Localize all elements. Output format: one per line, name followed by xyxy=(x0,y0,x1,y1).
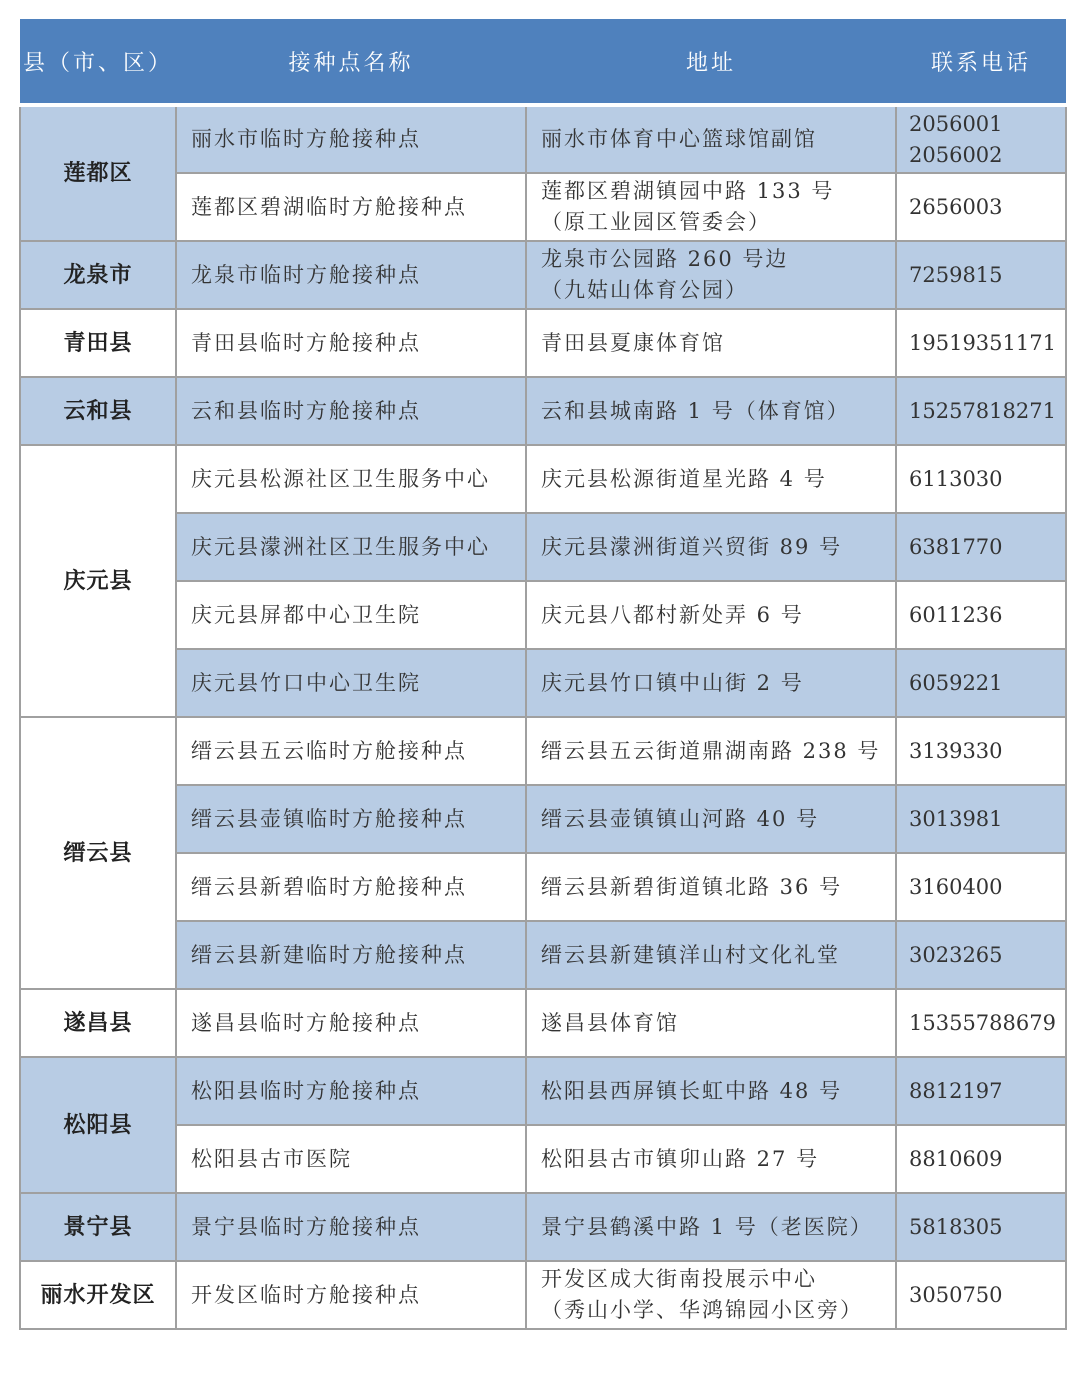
table-row xyxy=(20,513,1066,581)
phone-cell: 3050750 xyxy=(896,1261,1066,1329)
header-address: 地址 xyxy=(526,19,896,105)
phone-cell: 6113030 xyxy=(896,445,1066,513)
header-site-name: 接种点名称 xyxy=(176,19,526,105)
address-cell: 庆元县竹口镇中山街 2 号 xyxy=(526,649,896,717)
vaccination-sites-table xyxy=(19,19,1067,1330)
table-row xyxy=(20,785,1066,853)
county-cell: 景宁县 xyxy=(20,1193,176,1261)
site-name-cell: 青田县临时方舱接种点 xyxy=(176,309,526,377)
phone-cell: 2656003 xyxy=(896,173,1066,241)
phone-cell xyxy=(896,105,1066,173)
table-row xyxy=(20,173,1066,241)
table-row xyxy=(20,1125,1066,1193)
address-line: 丽水市体育中心篮球馆副馆 xyxy=(541,127,817,151)
county-cell: 缙云县 xyxy=(20,717,176,989)
address-cell xyxy=(526,1261,896,1329)
phone-cell: 3023265 xyxy=(896,921,1066,989)
address-line: （秀山小学、华鸿锦园小区旁） xyxy=(541,1298,863,1322)
table-row xyxy=(20,1193,1066,1261)
address-cell: 缙云县新碧街道镇北路 36 号 xyxy=(526,853,896,921)
phone-cell: 3013981 xyxy=(896,785,1066,853)
site-name-cell: 景宁县临时方舱接种点 xyxy=(176,1193,526,1261)
phone-cell: 15355788679 xyxy=(896,989,1066,1057)
address-line: 龙泉市公园路 260 号边 xyxy=(541,247,789,271)
phone-cell: 6381770 xyxy=(896,513,1066,581)
phone-cell: 19519351171 xyxy=(896,309,1066,377)
table-row xyxy=(20,309,1066,377)
table-row xyxy=(20,649,1066,717)
phone-cell: 6011236 xyxy=(896,581,1066,649)
county-cell: 青田县 xyxy=(20,309,176,377)
county-cell: 丽水开发区 xyxy=(20,1261,176,1329)
phone-cell: 5818305 xyxy=(896,1193,1066,1261)
site-name-cell: 莲都区碧湖临时方舱接种点 xyxy=(176,173,526,241)
county-cell: 松阳县 xyxy=(20,1057,176,1193)
table-row xyxy=(20,1261,1066,1329)
table-header-row xyxy=(20,19,1066,105)
table-row xyxy=(20,581,1066,649)
site-name-cell: 云和县临时方舱接种点 xyxy=(176,377,526,445)
phone-cell: 8810609 xyxy=(896,1125,1066,1193)
address-cell: 云和县城南路 1 号（体育馆） xyxy=(526,377,896,445)
address-cell: 松阳县古市镇卯山路 27 号 xyxy=(526,1125,896,1193)
address-line: 开发区成大街南投展示中心 xyxy=(541,1267,817,1291)
address-cell xyxy=(526,173,896,241)
address-cell: 庆元县松源街道星光路 4 号 xyxy=(526,445,896,513)
site-name-cell: 缙云县五云临时方舱接种点 xyxy=(176,717,526,785)
site-name-cell: 庆元县屏都中心卫生院 xyxy=(176,581,526,649)
header-phone: 联系电话 xyxy=(896,19,1066,105)
address-cell xyxy=(526,241,896,309)
site-name-cell: 松阳县古市医院 xyxy=(176,1125,526,1193)
address-cell: 青田县夏康体育馆 xyxy=(526,309,896,377)
address-cell: 庆元县八都村新处弄 6 号 xyxy=(526,581,896,649)
site-name-cell: 丽水市临时方舱接种点 xyxy=(176,105,526,173)
site-name-cell: 缙云县壶镇临时方舱接种点 xyxy=(176,785,526,853)
site-name-cell: 龙泉市临时方舱接种点 xyxy=(176,241,526,309)
table-row xyxy=(20,717,1066,785)
phone-line: 2056002 xyxy=(909,142,1003,167)
site-name-cell: 开发区临时方舱接种点 xyxy=(176,1261,526,1329)
address-cell: 遂昌县体育馆 xyxy=(526,989,896,1057)
address-cell: 景宁县鹤溪中路 1 号（老医院） xyxy=(526,1193,896,1261)
table-row xyxy=(20,377,1066,445)
table-row xyxy=(20,1057,1066,1125)
site-name-cell: 庆元县濛洲社区卫生服务中心 xyxy=(176,513,526,581)
address-cell xyxy=(526,105,896,173)
phone-line: 2056001 xyxy=(909,111,1003,136)
address-cell: 缙云县五云街道鼎湖南路 238 号 xyxy=(526,717,896,785)
site-name-cell: 庆元县竹口中心卫生院 xyxy=(176,649,526,717)
county-cell: 庆元县 xyxy=(20,445,176,717)
address-line: （九姑山体育公园） xyxy=(541,278,748,302)
county-cell: 云和县 xyxy=(20,377,176,445)
phone-cell: 15257818271 xyxy=(896,377,1066,445)
address-line: 莲都区碧湖镇园中路 133 号 xyxy=(541,179,835,203)
address-line: （原工业园区管委会） xyxy=(541,210,771,234)
phone-cell: 3160400 xyxy=(896,853,1066,921)
site-name-cell: 庆元县松源社区卫生服务中心 xyxy=(176,445,526,513)
phone-cell: 7259815 xyxy=(896,241,1066,309)
table-row xyxy=(20,105,1066,173)
table-row xyxy=(20,445,1066,513)
address-cell: 缙云县壶镇镇山河路 40 号 xyxy=(526,785,896,853)
table-row xyxy=(20,241,1066,309)
site-name-cell: 缙云县新碧临时方舱接种点 xyxy=(176,853,526,921)
header-county: 县（市、区） xyxy=(20,19,176,105)
address-cell: 庆元县濛洲街道兴贸街 89 号 xyxy=(526,513,896,581)
phone-cell: 8812197 xyxy=(896,1057,1066,1125)
address-cell: 松阳县西屏镇长虹中路 48 号 xyxy=(526,1057,896,1125)
site-name-cell: 遂昌县临时方舱接种点 xyxy=(176,989,526,1057)
phone-cell: 6059221 xyxy=(896,649,1066,717)
county-cell: 莲都区 xyxy=(20,105,176,241)
table-row xyxy=(20,989,1066,1057)
site-name-cell: 松阳县临时方舱接种点 xyxy=(176,1057,526,1125)
address-cell: 缙云县新建镇洋山村文化礼堂 xyxy=(526,921,896,989)
table-row xyxy=(20,853,1066,921)
site-name-cell: 缙云县新建临时方舱接种点 xyxy=(176,921,526,989)
county-cell: 龙泉市 xyxy=(20,241,176,309)
county-cell: 遂昌县 xyxy=(20,989,176,1057)
phone-cell: 3139330 xyxy=(896,717,1066,785)
table-row xyxy=(20,921,1066,989)
